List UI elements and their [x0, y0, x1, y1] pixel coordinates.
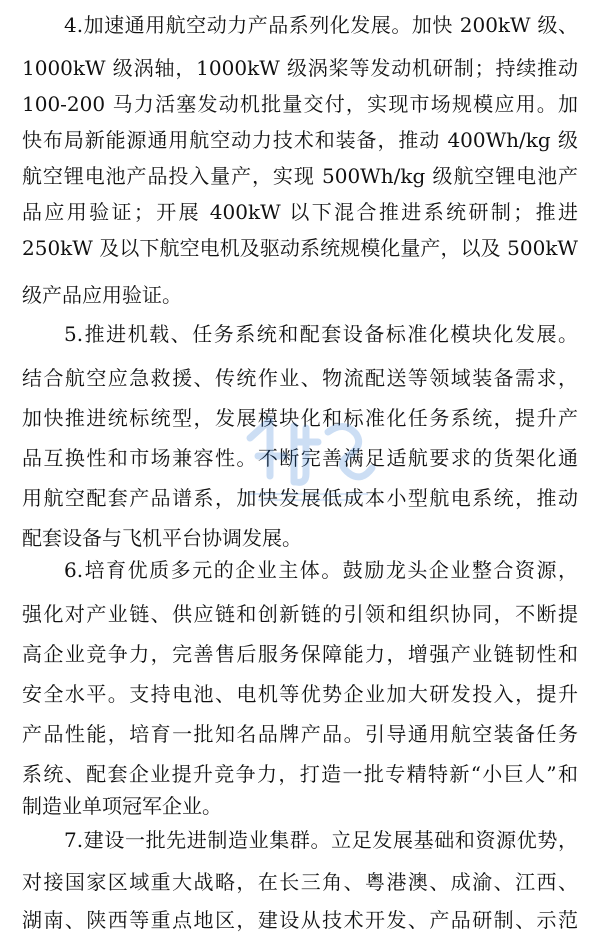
- text-line: 5.推进机载、任务系统和配套设备标准化模块化发展。: [64, 322, 578, 346]
- text-line: 6.培育优质多元的企业主体。鼓励龙头企业整合资源，: [64, 558, 578, 582]
- text-line: 加快推进统标统型，发展模块化和标准化任务系统，提升产: [22, 406, 578, 430]
- text-line: 4.加速通用航空动力产品系列化发展。加快 200kW 级、: [64, 13, 578, 37]
- text-line: 品应用验证；开展 400kW 以下混合推进系统研制；推进: [22, 200, 578, 224]
- text-line: 安全水平。支持电池、电机等优势企业加大研发投入，提升: [22, 682, 578, 706]
- text-line: 快布局新能源通用航空动力技术和装备，推动 400Wh/kg 级: [22, 128, 578, 152]
- text-line: 100-200 马力活塞发动机批量交付，实现市场规模应用。加: [22, 92, 578, 116]
- text-line: 用航空配套产品谱系，加快发展低成本小型航电系统，推动: [22, 486, 578, 510]
- text-line: 1000kW 级涡轴，1000kW 级涡桨等发动机研制；持续推动: [22, 56, 578, 80]
- text-line: 对接国家区域重大战略，在长三角、粤港澳、成渝、江西、: [22, 870, 578, 894]
- text-line: 品互换性和市场兼容性。不断完善满足适航要求的货架化通: [22, 446, 578, 470]
- text-line: 配套设备与飞机平台协调发展。: [22, 526, 302, 550]
- text-line: 级产品应用验证。: [22, 283, 182, 307]
- text-line: 结合航空应急救援、传统作业、物流配送等领域装备需求，: [22, 366, 578, 390]
- text-line: 高企业竞争力，完善售后服务保障能力，增强产业链韧性和: [22, 642, 578, 666]
- text-line: 航空锂电池产品投入量产，实现 500Wh/kg 级航空锂电池产: [22, 164, 578, 188]
- text-line: 制造业单项冠军企业。: [22, 794, 222, 818]
- text-line: 湖南、陕西等重点地区，建设从技术开发、产品研制、示范: [22, 908, 578, 932]
- text-line: 产品性能，培育一批知名品牌产品。引导通用航空装备任务: [22, 722, 578, 746]
- text-line: 7.建设一批先进制造业集群。立足发展基础和资源优势，: [64, 828, 578, 852]
- text-line: 强化对产业链、供应链和创新链的引领和组织协同，不断提: [22, 602, 578, 626]
- text-line: 250kW 及以下航空电机及驱动系统规模化量产，以及 500kW: [22, 236, 578, 260]
- text-line: 系统、配套企业提升竞争力，打造一批专精特新“小巨人”和: [22, 762, 578, 786]
